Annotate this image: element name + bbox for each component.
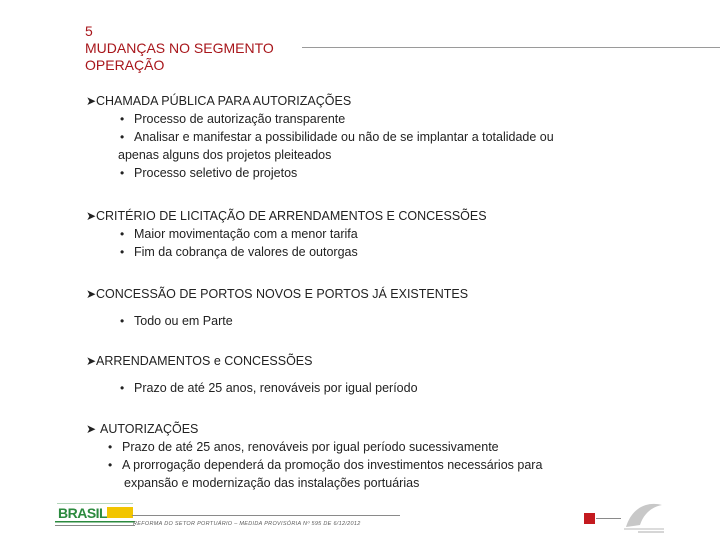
section-heading [86, 92, 626, 110]
section-arrendamentos [86, 352, 626, 397]
section-concessao-portos [86, 285, 626, 330]
section-heading [86, 207, 626, 225]
slide-content [86, 92, 626, 492]
list-item [120, 243, 626, 261]
list-item-text: apenas alguns dos projetos pleiteados [118, 148, 332, 162]
arrow-bullet-icon: ➤ [86, 354, 97, 368]
list-item [120, 312, 626, 330]
list-item-text: Processo seletivo de projetos [134, 166, 298, 180]
list-item [120, 225, 626, 243]
list-item-text: Prazo de até 25 anos, renováveis por igual período [134, 381, 418, 395]
list-item-text: Analisar e manifestar a possibilidade ou não de se implantar a totalidade ou [134, 130, 554, 144]
list-item-text: expansão e modernização das instalações portuárias [124, 476, 420, 490]
list-item [120, 379, 626, 397]
section-chamada-publica [86, 92, 626, 182]
list-item [120, 128, 626, 146]
section-heading-text: CHAMADA PÚBLICA PARA AUTORIZAÇÕES [96, 94, 352, 108]
section-heading-text: ARRENDAMENTOS e CONCESSÕES [96, 354, 313, 368]
section-heading-text: CRITÉRIO DE LICITAÇÃO DE ARRENDAMENTOS E CONCESSÕES [96, 209, 487, 223]
arrow-bullet-icon: ➤ [86, 422, 97, 436]
section-heading [86, 420, 626, 438]
list-item-text: Processo de autorização transparente [134, 112, 346, 126]
section-heading-text: CONCESSÃO DE PORTOS NOVOS E PORTOS JÁ EXISTENTES [96, 287, 469, 301]
section-heading-text: AUTORIZAÇÕES [100, 422, 199, 436]
section-criterio-licitacao [86, 207, 626, 261]
slide-number: 5 [85, 23, 93, 39]
section-heading [86, 285, 626, 303]
arrow-bullet-icon: ➤ [86, 209, 97, 223]
slide-title-line-2: OPERAÇÃO [85, 57, 165, 73]
list-item-text: Fim da cobrança de valores de outorgas [134, 245, 358, 259]
slide-title-line-1: MUDANÇAS NO SEGMENTO [85, 40, 274, 56]
list-item [108, 438, 626, 456]
footer-caption: REFORMA DO SETOR PORTUÁRIO – MEDIDA PROVISÓRIA Nº 595 DE 6/12/2012 [133, 521, 361, 527]
red-square-icon [584, 513, 595, 524]
list-item-text: Todo ou em Parte [134, 314, 233, 328]
list-item-text: Prazo de até 25 anos, renováveis por igual período sucessivamente [122, 440, 499, 454]
governo-federal-brasil-logo [55, 500, 135, 540]
arrow-bullet-icon: ➤ [86, 94, 97, 108]
list-item [108, 456, 626, 474]
arrow-bullet-icon: ➤ [86, 287, 97, 301]
section-autorizacoes [86, 420, 626, 492]
brasil-logo-text: BRASIL [58, 505, 108, 521]
footer-divider [132, 515, 400, 516]
list-item [120, 164, 626, 182]
sep-logo [618, 497, 668, 537]
list-item-text: A prorrogação dependerá da promoção dos investimentos necessários para [122, 458, 543, 472]
slide-title [85, 23, 274, 74]
list-item-text: Maior movimentação com a menor tarifa [134, 227, 358, 241]
list-item-continuation [124, 474, 626, 492]
section-heading [86, 352, 626, 370]
list-item [120, 110, 626, 128]
title-divider [302, 47, 720, 48]
list-item-continuation [118, 146, 626, 164]
